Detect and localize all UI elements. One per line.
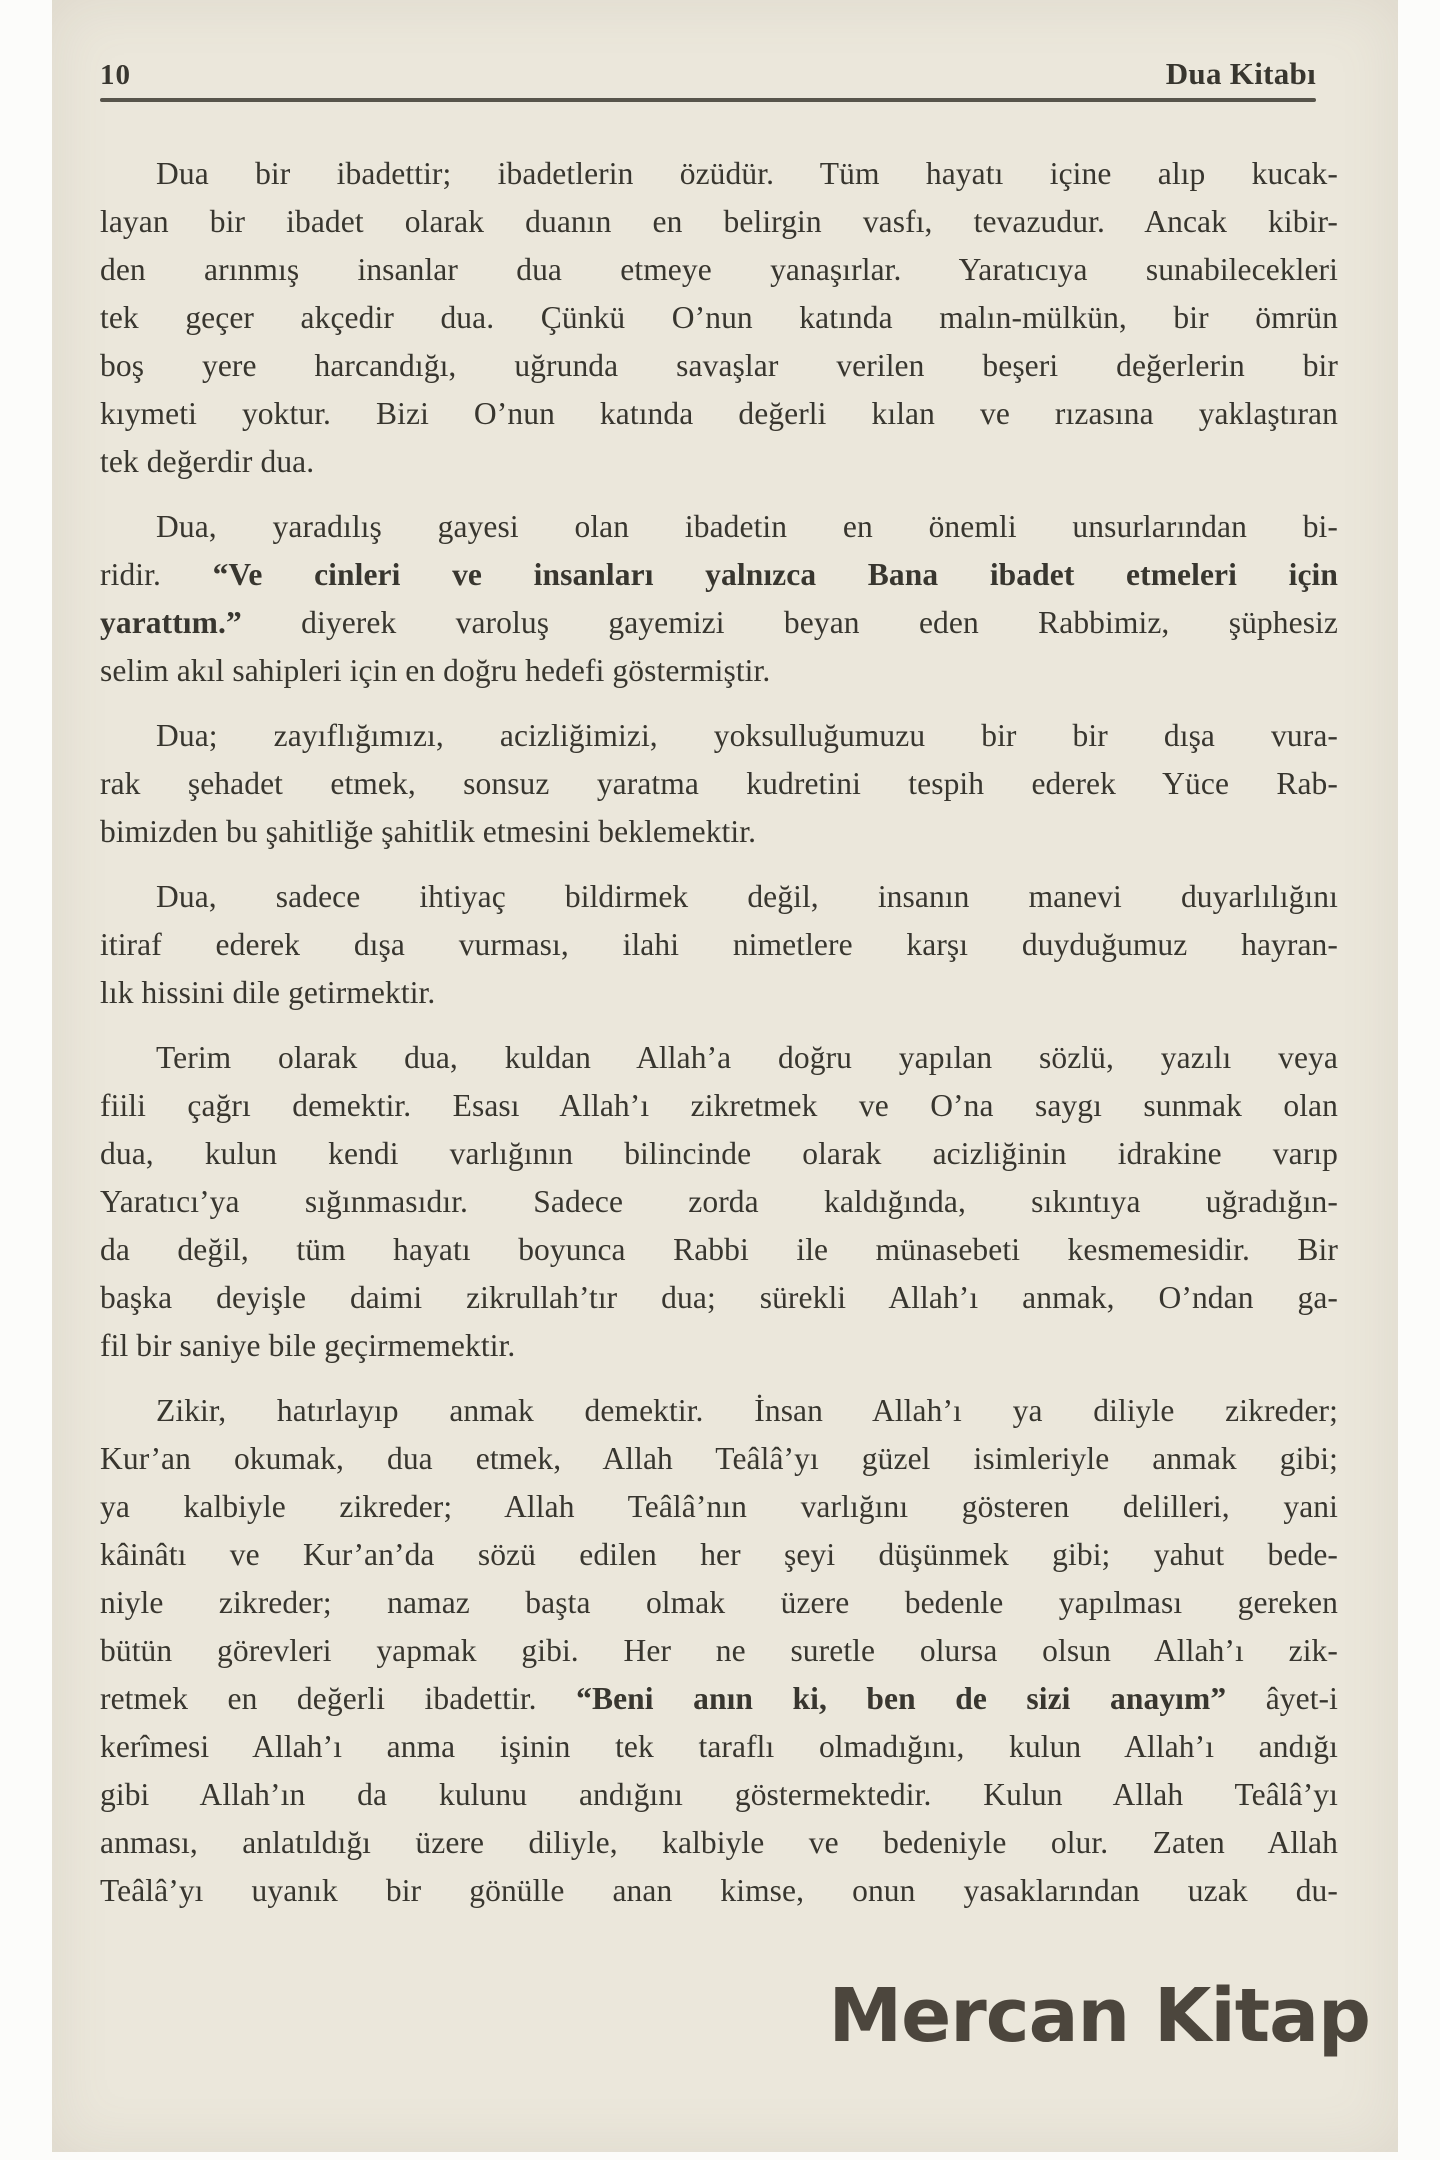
text-line: gibi Allah’ın da kulunu andığını göstermektedir. Kulun Allah Teâlâ’yı — [100, 1777, 1338, 1812]
book-page — [52, 0, 1398, 2152]
paragraph — [100, 1034, 1338, 1370]
text-line: ya kalbiyle zikreder; Allah Teâlâ’nın varlığını gösteren delilleri, yani — [100, 1489, 1338, 1524]
text-line: Zikir, hatırlayıp anmak demektir. İnsan Allah’ı ya diliyle zikreder; — [156, 1393, 1338, 1428]
text-line: Dua, sadece ihtiyaç bildirmek değil, insanın manevi duyarlılığını — [156, 879, 1338, 914]
text-line: lık hissini dile getirmektir. — [100, 975, 436, 1010]
text-line: kerîmesi Allah’ı anma işinin tek taraflı olmadığını, kulun Allah’ı andığı — [100, 1729, 1338, 1764]
paragraph — [100, 873, 1338, 1017]
text-line: den arınmış insanlar dua etmeye yanaşırlar. Yaratıcıya sunabilecekleri — [100, 252, 1338, 287]
text-line: Yaratıcı’ya sığınmasıdır. Sadece zorda kaldığında, sıkıntıya uğradığın- — [100, 1184, 1338, 1219]
text-line: selim akıl sahipleri için en doğru hedefi göstermiştir. — [100, 653, 771, 688]
book-title: Dua Kitabı — [1165, 56, 1316, 91]
text-line: da değil, tüm hayatı boyunca Rabbi ile münasebeti kesmemesidir. Bir — [100, 1232, 1338, 1267]
text-line: Dua; zayıflığımızı, acizliğimizi, yoksulluğumuzu bir bir dışa vura- — [156, 718, 1338, 753]
paragraph — [100, 712, 1338, 856]
text-line: Terim olarak dua, kuldan Allah’a doğru yapılan sözlü, yazılı veya — [156, 1040, 1338, 1075]
text-line: Dua bir ibadettir; ibadetlerin özüdür. Tüm hayatı içine alıp kucak- — [156, 156, 1338, 191]
text-line: niyle zikreder; namaz başta olmak üzere bedenle yapılması gereken — [100, 1585, 1338, 1620]
text-line: rak şehadet etmek, sonsuz yaratma kudretini tespih ederek Yüce Rab- — [100, 766, 1338, 801]
paragraph — [100, 150, 1338, 486]
text-line: anması, anlatıldığı üzere diliyle, kalbiyle ve bedeniyle olur. Zaten Allah — [100, 1825, 1338, 1860]
paragraph — [100, 1387, 1338, 1915]
text-line: Kur’an okumak, dua etmek, Allah Teâlâ’yı güzel isimleriyle anmak gibi; — [100, 1441, 1338, 1476]
body-text — [100, 150, 1338, 1915]
text-line: bimizden bu şahitliğe şahitlik etmesini beklemektir. — [100, 814, 757, 849]
text-line: layan bir ibadet olarak duanın en belirgin vasfı, tevazudur. Ancak kibir- — [100, 204, 1338, 239]
text-line: tek geçer akçedir dua. Çünkü O’nun katında malın-mülkün, bir ömrün — [100, 300, 1338, 335]
text-line: boş yere harcandığı, uğrunda savaşlar verilen beşeri değerlerin bir — [100, 348, 1338, 383]
text-line: Teâlâ’yı uyanık bir gönülle anan kimse, onun yasaklarından uzak du- — [100, 1873, 1338, 1908]
header-rule — [100, 98, 1316, 102]
text-line: Dua, yaradılış gayesi olan ibadetin en önemli unsurlarından bi- — [156, 509, 1338, 544]
text-line: fil bir saniye bile geçirmemektir. — [100, 1328, 516, 1363]
page-header — [100, 56, 1316, 92]
text-line: yarattım.” diyerek varoluş gayemizi beyan eden Rabbimiz, şüphesiz — [100, 605, 1338, 640]
text-line: fiili çağrı demektir. Esası Allah’ı zikretmek ve O’na saygı sunmak olan — [100, 1088, 1338, 1123]
text-line: ridir. “Ve cinleri ve insanları yalnızca Bana ibadet etmeleri için — [100, 557, 1338, 592]
publisher-logo: Mercan Kitap — [828, 1973, 1370, 2059]
text-line: kâinâtı ve Kur’an’da sözü edilen her şeyi düşünmek gibi; yahut bede- — [100, 1537, 1338, 1572]
text-line: itiraf ederek dışa vurması, ilahi nimetlere karşı duyduğumuz hayran- — [100, 927, 1338, 962]
text-line: başka deyişle daimi zikrullah’tır dua; sürekli Allah’ı anmak, O’ndan ga- — [100, 1280, 1338, 1315]
page-number: 10 — [100, 59, 131, 91]
text-line: bütün görevleri yapmak gibi. Her ne suretle olursa olsun Allah’ı zik- — [100, 1633, 1338, 1668]
paragraph — [100, 503, 1338, 695]
text-line: tek değerdir dua. — [100, 444, 315, 479]
text-line: retmek en değerli ibadettir. “Beni anın ki, ben de sizi anayım” âyet-i — [100, 1681, 1338, 1716]
text-line: dua, kulun kendi varlığının bilincinde olarak acizliğinin idrakine varıp — [100, 1136, 1338, 1171]
text-line: kıymeti yoktur. Bizi O’nun katında değerli kılan ve rızasına yaklaştıran — [100, 396, 1338, 431]
